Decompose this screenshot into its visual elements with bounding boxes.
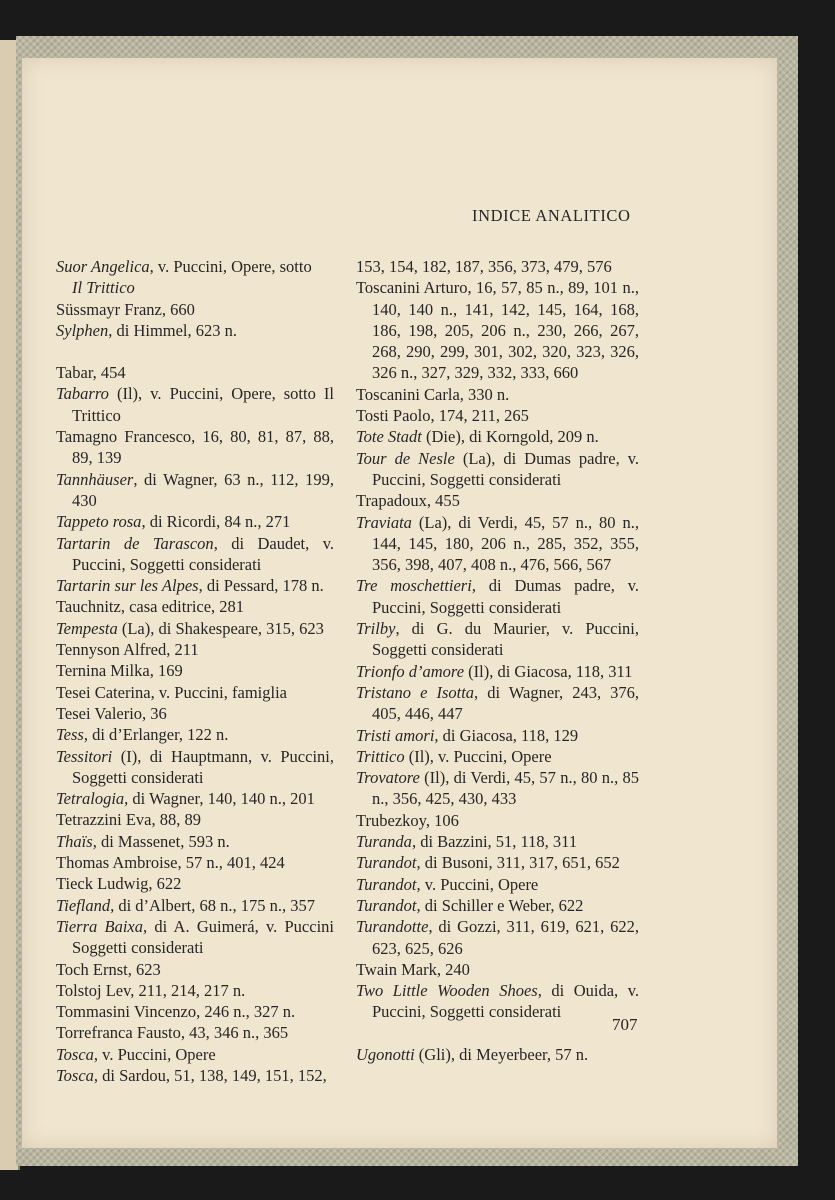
entry-text: Tesei Valerio, 36 bbox=[56, 703, 167, 723]
entry-text: (La), di Verdi, 45, 57 n., 80 n., 144, 145, 180, 206 n., 285, 352, 355, 356, 398, 407, 408 n., 476, 566, 567 bbox=[372, 512, 639, 575]
index-entry bbox=[56, 469, 334, 512]
index-entry bbox=[56, 1001, 334, 1022]
index-entry bbox=[56, 682, 334, 703]
entry-text: (Gli), di Meyerbeer, 57 n. bbox=[414, 1044, 589, 1064]
index-entry bbox=[56, 895, 334, 916]
index-entry bbox=[356, 725, 639, 746]
entry-text: Tolstoj Lev, 211, 214, 217 n. bbox=[56, 980, 246, 1000]
index-entry bbox=[56, 256, 334, 277]
entry-title: Sylphen bbox=[56, 320, 109, 340]
entry-title: Ugonotti bbox=[356, 1044, 415, 1064]
index-entry bbox=[56, 277, 334, 298]
entry-title: Turandot bbox=[356, 874, 417, 894]
index-entry bbox=[56, 831, 334, 852]
entry-text: Tosti Paolo, 174, 211, 265 bbox=[356, 406, 529, 426]
entry-text: Tennyson Alfred, 211 bbox=[56, 640, 199, 660]
entry-title: Trittico bbox=[356, 746, 405, 766]
entry-title: Thaïs bbox=[56, 831, 93, 851]
entry-text: Tesei Caterina, v. Puccini, famiglia bbox=[56, 682, 287, 702]
index-entry bbox=[56, 703, 334, 724]
entry-title: Tiefland bbox=[56, 895, 111, 915]
entry-text: , di Pessard, 178 n. bbox=[198, 576, 324, 596]
index-entry bbox=[356, 810, 639, 831]
entry-text: (Il), di Giacosa, 118, 311 bbox=[464, 661, 633, 681]
entry-text: Tabar, 454 bbox=[56, 363, 126, 383]
index-entry bbox=[356, 746, 639, 767]
entry-title: Tristi amori bbox=[356, 725, 435, 745]
entry-text: , di Dumas padre, v. Puccini, Soggetti considerati bbox=[372, 576, 640, 617]
entry-title: Tabarro bbox=[56, 384, 109, 404]
entry-title: Tessitori bbox=[56, 746, 113, 766]
entry-title: Tappeto rosa bbox=[56, 512, 142, 532]
index-entry bbox=[56, 320, 334, 341]
entry-title: Trionfo d’amore bbox=[356, 661, 465, 681]
entry-text: (La), di Shakespeare, 315, 623 bbox=[117, 618, 324, 638]
page-number: 707 bbox=[612, 1015, 638, 1034]
entry-text: , di Giacosa, 118, 129 bbox=[434, 725, 579, 745]
index-entry bbox=[356, 852, 639, 873]
entry-text: (Die), di Korngold, 209 n. bbox=[421, 427, 599, 447]
index-entry bbox=[56, 575, 334, 596]
entry-text: (Il), v. Puccini, Opere, sotto Il Trittico bbox=[72, 384, 334, 425]
entry-title: Turandotte bbox=[356, 917, 429, 937]
index-entry bbox=[56, 299, 334, 320]
index-entry bbox=[56, 809, 334, 830]
entry-text: , di Gozzi, 311, 619, 621, 622, 623, 625, 626 bbox=[372, 917, 639, 958]
index-entry bbox=[56, 362, 334, 383]
entry-title: Il Trittico bbox=[72, 278, 135, 298]
entry-text: , di Wagner, 243, 376, 405, 446, 447 bbox=[372, 682, 639, 724]
entry-text: Tauchnitz, casa editrice, 281 bbox=[56, 597, 245, 617]
entry-title: Tristano e Isotta bbox=[356, 682, 475, 702]
index-entry bbox=[356, 661, 639, 682]
entry-title: Tetralogia bbox=[56, 789, 125, 809]
index-entry bbox=[356, 618, 639, 661]
entry-text: Süssmayr Franz, 660 bbox=[56, 299, 195, 319]
index-entry bbox=[56, 1044, 334, 1065]
entry-text: Toscanini Arturo, 16, 57, 85 n., 89, 101 n., 140, 140 n., 141, 142, 145, 164, 168, 186, 198, 205, 206 n., 230, 266, 267, 268, 290, 299, 301, 302, 320, 323, 326, 326 n., 327, 329, 332, 333, 660 bbox=[356, 278, 639, 383]
entry-text: Trapadoux, 455 bbox=[356, 491, 460, 511]
index-entry bbox=[356, 448, 639, 491]
running-head: INDICE ANALITICO bbox=[472, 206, 631, 225]
index-entry bbox=[356, 512, 639, 576]
entry-text: , di Wagner, 140, 140 n., 201 bbox=[124, 789, 315, 809]
entry-title: Suor Angelica bbox=[56, 257, 150, 276]
entry-text: , di G. du Maurier, v. Puccini, Soggetti considerati bbox=[372, 619, 639, 660]
entry-text: , di A. Guimerá, v. Puccini Soggetti considerati bbox=[72, 916, 334, 958]
index-entry bbox=[356, 384, 639, 405]
entry-text: , v. Puccini, Opere bbox=[93, 1044, 216, 1064]
index-entry bbox=[56, 980, 334, 1001]
entry-text: Trubezkoy, 106 bbox=[356, 810, 459, 830]
index-entry bbox=[356, 831, 639, 852]
entry-title: Turandot bbox=[356, 853, 417, 873]
letter-gap bbox=[356, 1023, 639, 1044]
index-entry bbox=[56, 533, 334, 576]
entry-title: Tempesta bbox=[56, 618, 118, 638]
index-entry bbox=[56, 959, 334, 980]
entry-text: Tetrazzini Eva, 88, 89 bbox=[56, 810, 201, 830]
entry-text: Ternina Milka, 169 bbox=[56, 661, 183, 681]
entry-title: Tartarin de Tarascon bbox=[56, 533, 214, 553]
index-column-right bbox=[356, 256, 639, 1065]
index-entry bbox=[56, 426, 334, 469]
entry-text: Toscanini Carla, 330 n. bbox=[356, 384, 510, 404]
entry-text: , di Bazzini, 51, 118, 311 bbox=[411, 832, 578, 852]
index-entry bbox=[356, 575, 639, 618]
index-entry bbox=[356, 1044, 639, 1065]
entry-text: , di Ricordi, 84 n., 271 bbox=[141, 512, 291, 532]
index-entry bbox=[56, 724, 334, 745]
index-entry bbox=[356, 959, 639, 980]
entry-text: (Il), v. Puccini, Opere bbox=[404, 746, 552, 766]
index-entry bbox=[56, 1065, 334, 1086]
entry-title: Trilby bbox=[356, 619, 396, 639]
index-entry bbox=[56, 852, 334, 873]
entry-title: Tartarin sur les Alpes bbox=[56, 576, 199, 596]
entry-text: (I), di Hauptmann, v. Puccini, Soggetti considerati bbox=[72, 746, 334, 787]
index-entry bbox=[356, 405, 639, 426]
index-entry bbox=[356, 426, 639, 447]
entry-text: Tieck Ludwig, 622 bbox=[56, 874, 182, 894]
entry-title: Tess bbox=[56, 725, 84, 745]
entry-title: Tierra Baixa bbox=[56, 916, 144, 936]
index-entry bbox=[56, 660, 334, 681]
index-entry bbox=[56, 916, 334, 959]
index-entry bbox=[56, 511, 334, 532]
index-entry bbox=[56, 746, 334, 789]
index-entry bbox=[356, 490, 639, 511]
entry-title: Tre moschettieri bbox=[356, 576, 472, 596]
index-entry bbox=[56, 1022, 334, 1043]
entry-text: , v. Puccini, Opere, sotto bbox=[149, 257, 312, 276]
entry-text: , di Sardou, 51, 138, 149, 151, 152, bbox=[93, 1065, 327, 1085]
index-column-left bbox=[56, 256, 334, 1086]
index-entry bbox=[356, 980, 639, 1023]
entry-title: Traviata bbox=[356, 512, 412, 532]
index-entry bbox=[56, 596, 334, 617]
index-entry bbox=[356, 277, 639, 383]
entry-text: , di d’Albert, 68 n., 175 n., 357 bbox=[110, 895, 315, 915]
entry-text: , di Daudet, v. Puccini, Soggetti considerati bbox=[72, 533, 334, 574]
entry-text: Thomas Ambroise, 57 n., 401, 424 bbox=[56, 853, 285, 873]
entry-text: , di Himmel, 623 n. bbox=[108, 320, 238, 340]
entry-text: (La), di Dumas padre, v. Puccini, Soggetti considerati bbox=[372, 448, 639, 489]
entry-text: , di Ouida, v. Puccini, Soggetti considerati bbox=[372, 981, 639, 1022]
entry-text: Tommasini Vincenzo, 246 n., 327 n. bbox=[56, 1002, 296, 1022]
index-entry bbox=[356, 916, 639, 959]
index-entry bbox=[56, 788, 334, 809]
index-entry bbox=[56, 383, 334, 426]
entry-text: , di Wagner, 63 n., 112, 199, 430 bbox=[72, 469, 334, 510]
index-entry bbox=[356, 256, 639, 277]
entry-text: , di Busoni, 311, 317, 651, 652 bbox=[416, 853, 620, 873]
entry-title: Tour de Nesle bbox=[356, 448, 455, 468]
entry-title: Trovatore bbox=[356, 768, 420, 788]
index-entry bbox=[56, 618, 334, 639]
letter-gap bbox=[56, 341, 334, 362]
entry-text: 153, 154, 182, 187, 356, 373, 479, 576 bbox=[356, 257, 612, 276]
entry-text: , v. Puccini, Opere bbox=[416, 874, 539, 894]
entry-title: Two Little Wooden Shoes bbox=[356, 981, 538, 1001]
entry-title: Tote Stadt bbox=[356, 427, 422, 447]
entry-text: , di Schiller e Weber, 622 bbox=[416, 895, 584, 915]
index-entry bbox=[56, 873, 334, 894]
entry-text: Torrefranca Fausto, 43, 346 n., 365 bbox=[56, 1023, 289, 1043]
index-entry bbox=[356, 682, 639, 725]
entry-title: Turanda bbox=[356, 832, 412, 852]
index-entry bbox=[356, 767, 639, 810]
index-entry bbox=[56, 639, 334, 660]
entry-title: Turandot bbox=[356, 895, 417, 915]
entry-text: Tamagno Francesco, 16, 80, 81, 87, 88, 89, 139 bbox=[56, 427, 334, 468]
entry-text: , di Massenet, 593 n. bbox=[92, 831, 230, 851]
entry-title: Tosca bbox=[56, 1044, 94, 1064]
entry-text: Twain Mark, 240 bbox=[356, 959, 470, 979]
entry-title: Tosca bbox=[56, 1065, 94, 1085]
entry-title: Tannhäuser bbox=[56, 469, 134, 489]
index-entry bbox=[356, 895, 639, 916]
entry-text: , di d’Erlanger, 122 n. bbox=[83, 725, 229, 745]
index-entry bbox=[356, 874, 639, 895]
entry-text: Toch Ernst, 623 bbox=[56, 959, 161, 979]
entry-text: (Il), di Verdi, 45, 57 n., 80 n., 85 n., 356, 425, 430, 433 bbox=[372, 768, 639, 809]
